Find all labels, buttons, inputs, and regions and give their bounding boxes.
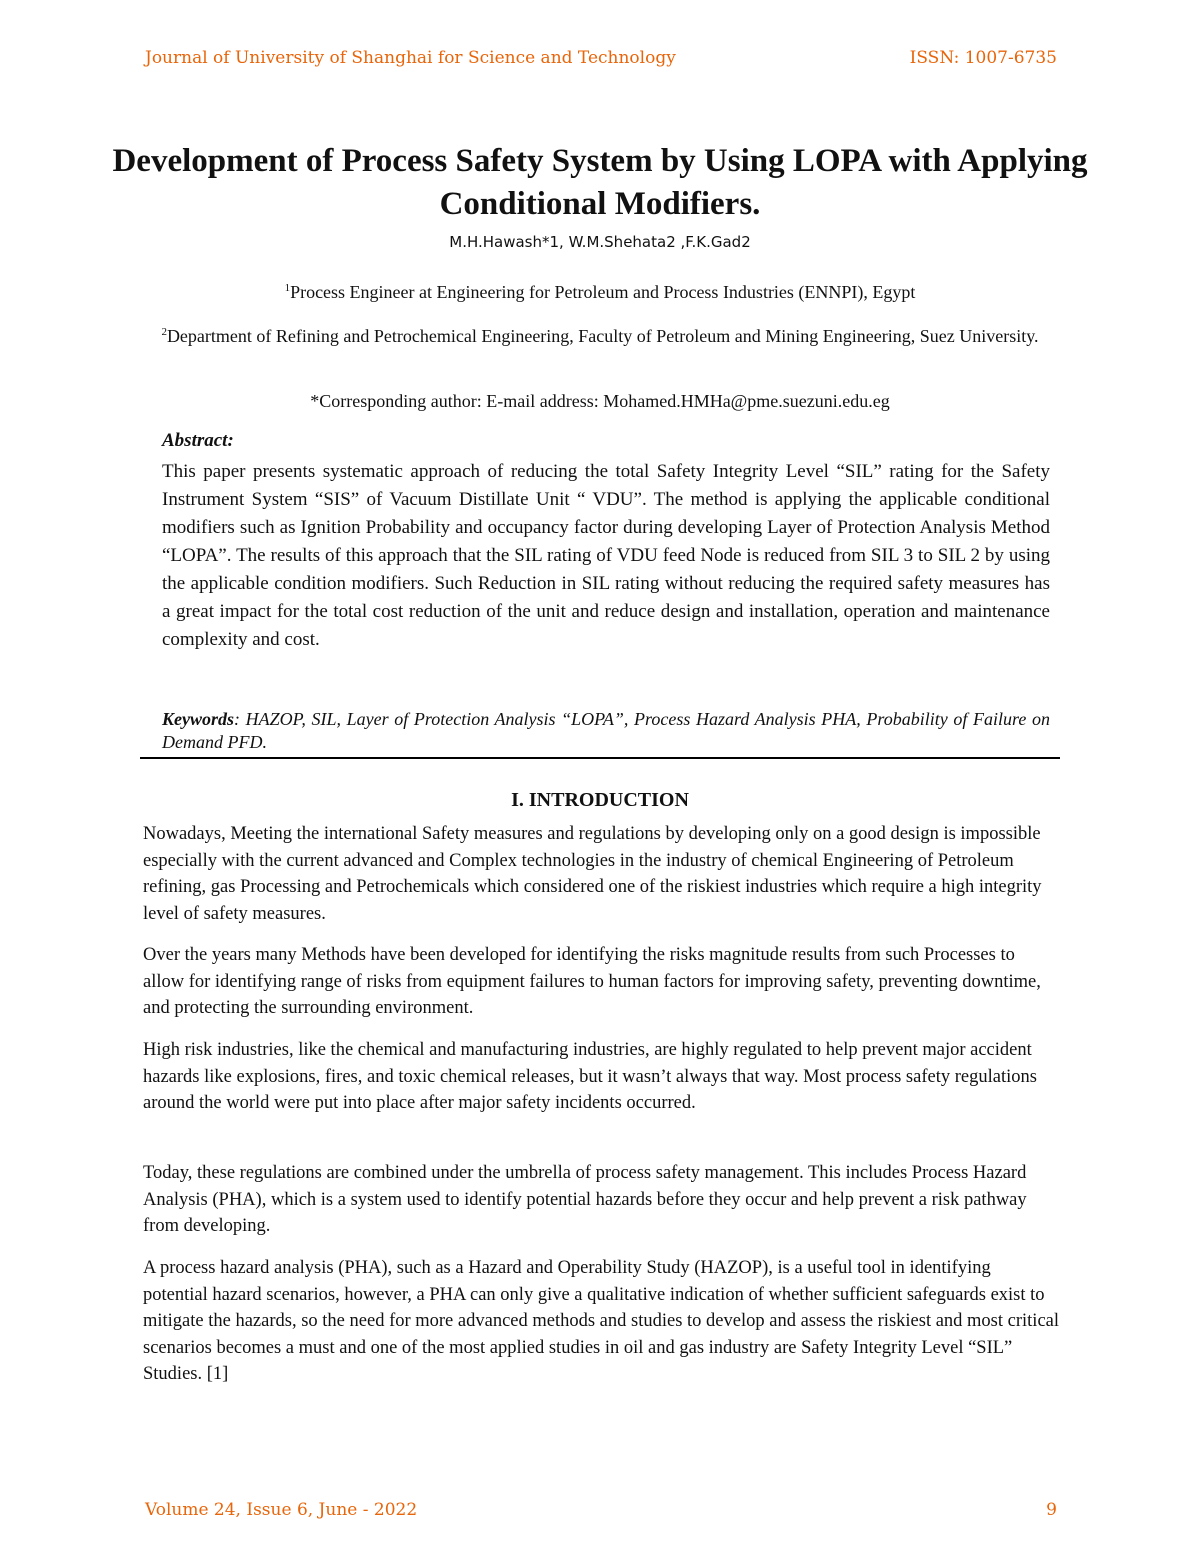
section-divider [140, 757, 1060, 759]
intro-paragraph-1: Nowadays, Meeting the international Safety measures and regulations by developing only on a good design is impossible especially with the current advanced and Complex technologies in the industry of chemical Engineering of Petroleum refining, gas Processing and Petrochemicals which considered one of the riskiest industries which require a high integrity level of safety measures. [143, 824, 1042, 924]
keywords [162, 708, 1050, 754]
intro-paragraph-4: Today, these regulations are combined under the umbrella of process safety management. This includes Process Hazard Analysis (PHA), which is a system used to identify potential hazards before they occur and help prevent a risk pathway from developing. [143, 1163, 1027, 1236]
journal-name: Journal of University of Shanghai for Science and Technology [145, 48, 676, 68]
intro-paragraph-5: A process hazard analysis (PHA), such as a Hazard and Operability Study (HAZOP), is a useful tool in identifying potential hazard scenarios, however, a PHA can only give a qualitative indication of whether sufficient safeguards exist to mitigate the hazards, so the need for more advanced methods and studies to develop and assess the riskiest and most critical scenarios becomes a must and one of the most applied studies in oil and gas industry are Safety Integrity Level “SIL” Studies. [1] [143, 1258, 1060, 1384]
paper-title: Development of Process Safety System by Using LOPA with Applying Conditional Modifiers. [112, 143, 1088, 222]
affiliation-2-mark: 2 [161, 326, 167, 338]
abstract-text: This paper presents systematic approach of reducing the total Safety Integrity Level “SIL” rating for the Safety Instrument System “SIS” of Vacuum Distillate Unit “ VDU”. The method is applying the applicable conditional modifiers such as Ignition Probability and occupancy factor during developing Layer of Protection Analysis Method “LOPA”. The results of this approach that the SIL rating of VDU feed Node is reduced from SIL 3 to SIL 2 by using the applicable condition modifiers. Such Reduction in SIL rating without reducing the required safety measures has a great impact for the total cost reduction of the unit and reduce design and installation, operation and maintenance complexity and cost. [162, 461, 1050, 650]
keywords-text: : HAZOP, SIL, Layer of Protection Analysis “LOPA”, Process Hazard Analysis PHA, Probability of Failure on Demand PFD. [162, 709, 1050, 752]
keywords-label: Keywords [162, 709, 234, 729]
authors: M.H.Hawash*1, W.M.Shehata2 ,F.K.Gad2 [449, 233, 751, 251]
page-number: 9 [1046, 1500, 1057, 1520]
affiliation-2-text: Department of Refining and Petrochemical Engineering, Faculty of Petroleum and Mining Engineering, Suez University. [166, 326, 1039, 346]
corresponding-author: *Corresponding author: E-mail address: Mohamed.HMHa@pme.suezuni.edu.eg [310, 391, 890, 411]
issn: ISSN: 1007-6735 [909, 48, 1057, 68]
affiliation-1-text: Process Engineer at Engineering for Petroleum and Process Industries (ENNPI), Egypt [290, 282, 916, 302]
affiliation-2 [145, 320, 1055, 348]
issue-info: Volume 24, Issue 6, June - 2022 [145, 1500, 418, 1520]
affiliation-1-mark: 1 [284, 282, 291, 294]
intro-paragraph-3: High risk industries, like the chemical and manufacturing industries, are highly regulated to help prevent major accident hazards like explosions, fires, and toxic chemical releases, but it wasn’t always that way. Most process safety regulations around the world were put into place after major safety incidents occurred. [143, 1040, 1037, 1113]
abstract-heading: Abstract: [162, 430, 234, 451]
section-heading-introduction: I. INTRODUCTION [511, 789, 689, 811]
affiliation-1 [140, 276, 1060, 304]
intro-paragraph-2: Over the years many Methods have been developed for identifying the risks magnitude results from such Processes to allow for identifying range of risks from equipment failures to human factors for improving safety, preventing downtime, and protecting the surrounding environment. [143, 945, 1041, 1018]
